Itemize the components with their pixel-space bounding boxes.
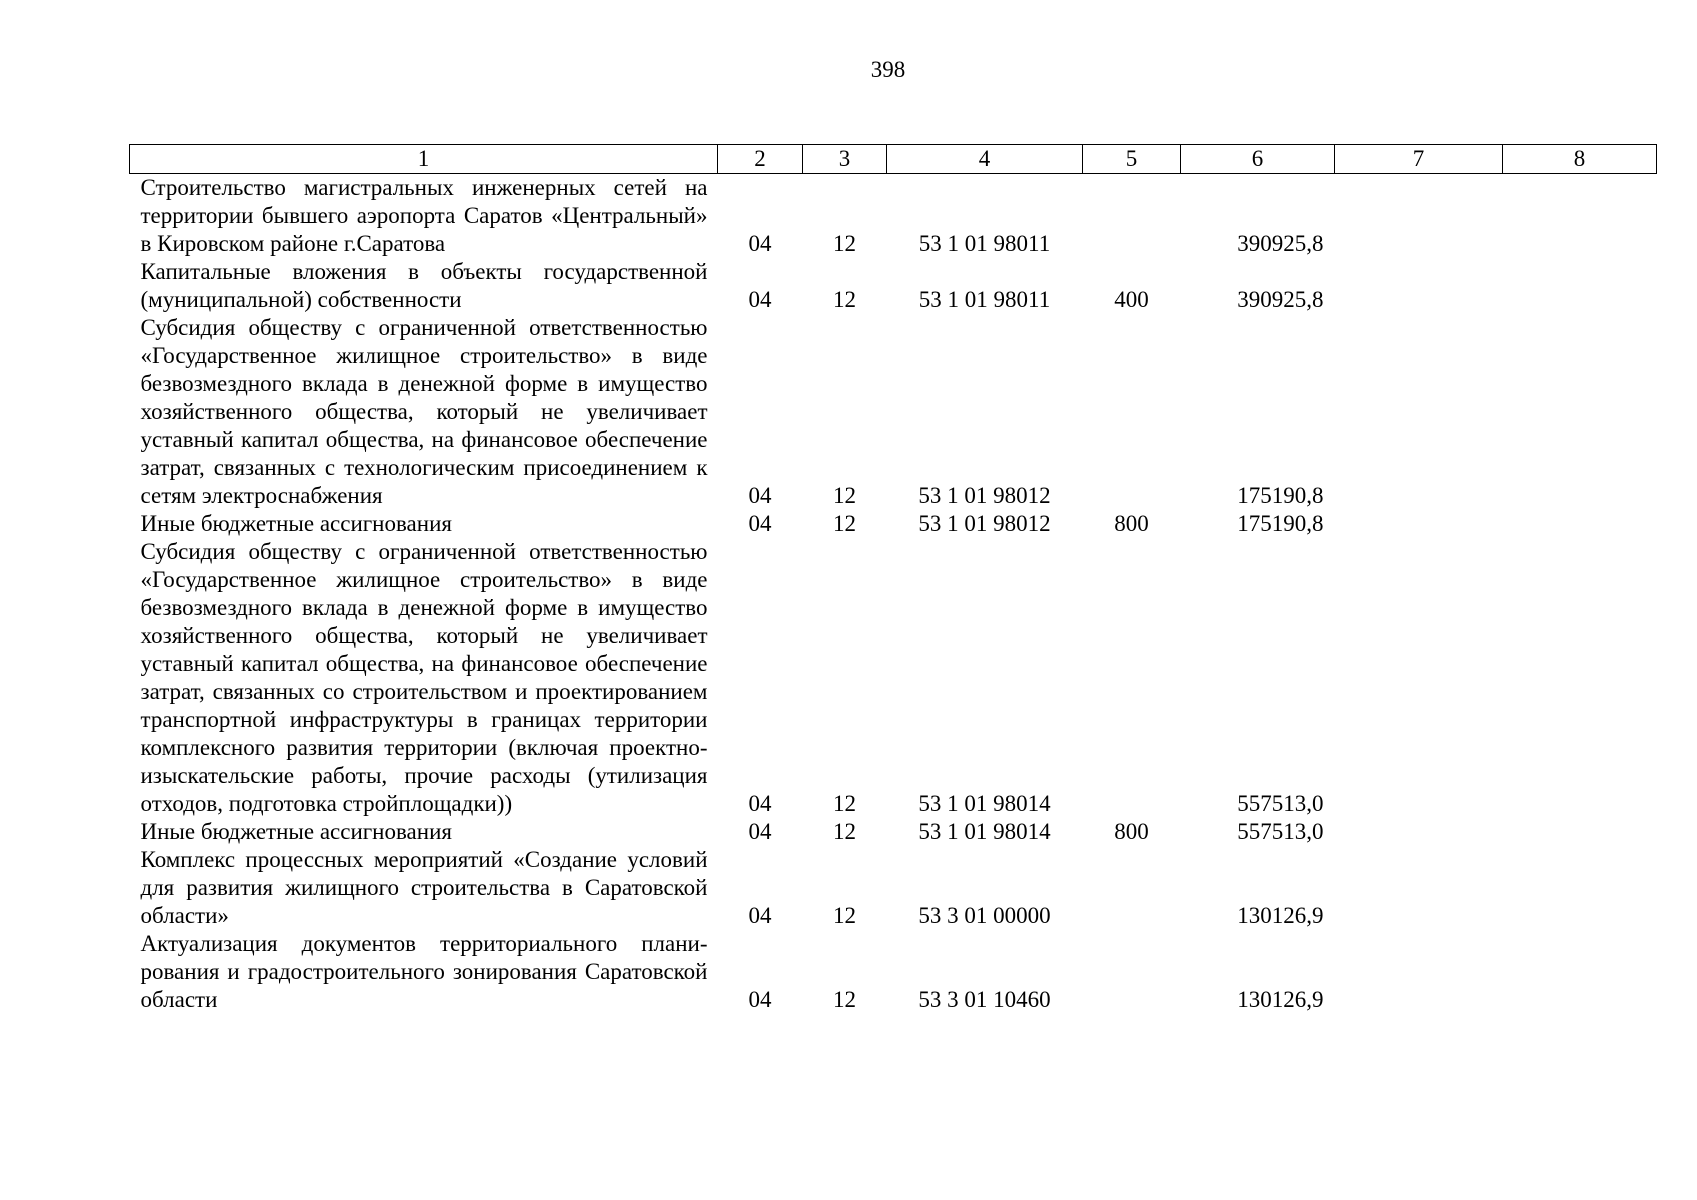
table-row (130, 314, 1657, 510)
row-col-7 (1335, 510, 1503, 538)
budget-table (129, 144, 1657, 1014)
header-col-7: 7 (1335, 145, 1503, 174)
row-col-7 (1335, 314, 1503, 510)
header-col-5: 5 (1083, 145, 1181, 174)
header-col-1: 1 (130, 145, 718, 174)
header-col-8: 8 (1503, 145, 1657, 174)
header-col-6: 6 (1181, 145, 1335, 174)
row-col-7 (1335, 846, 1503, 930)
row-section: 04 (748, 231, 772, 256)
row-expense-type: 800 (1114, 819, 1149, 844)
table-row (130, 818, 1657, 846)
header-col-4: 4 (887, 145, 1083, 174)
table-row (130, 846, 1657, 930)
table-header (130, 145, 1657, 174)
row-section: 04 (748, 483, 772, 508)
row-name: Капитальные вложения в объекты государственной (муниципальной) собственности (140, 259, 708, 312)
row-section: 04 (748, 287, 772, 312)
row-target-code: 53 1 01 98012 (918, 511, 1051, 536)
row-amount: 390925,8 (1237, 231, 1324, 256)
row-expense-type (1083, 174, 1181, 259)
row-col-7 (1335, 818, 1503, 846)
row-col-8 (1503, 538, 1657, 818)
row-target-code: 53 1 01 98011 (918, 287, 1051, 312)
row-target-code: 53 1 01 98014 (918, 791, 1051, 816)
table-row (130, 174, 1657, 259)
row-amount: 175190,8 (1237, 483, 1324, 508)
row-section: 04 (748, 987, 772, 1012)
row-name: Субсидия обществу с ограниченной ответственностью «Государственное жилищное строительство» в виде безвозмездного вклада в денежной форме в имущество хозяйственного общества, который не увеличивает уставный капитал общества, на финансовое обеспечение затрат, связанных с технологическим присоединением к сетям электроснабжения (140, 315, 708, 508)
row-name: Комплекс процессных мероприятий «Создание условий для развития жилищного строительства в Саратовской области» (140, 847, 708, 928)
table-row (130, 510, 1657, 538)
row-target-code: 53 3 01 00000 (918, 903, 1051, 928)
row-section: 04 (748, 511, 772, 536)
row-subsection: 12 (833, 483, 856, 508)
row-target-code: 53 1 01 98011 (918, 231, 1051, 256)
header-row (130, 145, 1657, 174)
table-row (130, 538, 1657, 818)
table-row (130, 930, 1657, 1014)
row-amount: 130126,9 (1237, 903, 1324, 928)
row-target-code: 53 1 01 98012 (918, 483, 1051, 508)
row-expense-type (1083, 314, 1181, 510)
row-section: 04 (748, 903, 772, 928)
row-col-7 (1335, 258, 1503, 314)
row-col-7 (1335, 538, 1503, 818)
row-amount: 557513,0 (1237, 819, 1324, 844)
row-name: Иные бюджетные ассигнования (140, 511, 452, 536)
row-col-7 (1335, 930, 1503, 1014)
row-amount: 130126,9 (1237, 987, 1324, 1012)
row-subsection: 12 (833, 819, 856, 844)
row-amount: 390925,8 (1237, 287, 1324, 312)
header-col-3: 3 (803, 145, 887, 174)
row-target-code: 53 1 01 98014 (918, 819, 1051, 844)
row-subsection: 12 (833, 987, 856, 1012)
row-expense-type (1083, 930, 1181, 1014)
row-subsection: 12 (833, 791, 856, 816)
table-row (130, 258, 1657, 314)
row-subsection: 12 (833, 287, 856, 312)
row-section: 04 (748, 791, 772, 816)
page-number: 398 (870, 57, 906, 82)
row-expense-type (1083, 846, 1181, 930)
header-col-2: 2 (718, 145, 803, 174)
row-subsection: 12 (833, 903, 856, 928)
row-col-8 (1503, 314, 1657, 510)
row-target-code: 53 3 01 10460 (918, 987, 1051, 1012)
row-name: Актуализация документов территориального планирования и градостроительного зонирования Саратовской области (140, 931, 708, 1012)
row-expense-type (1083, 538, 1181, 818)
row-name: Субсидия обществу с ограниченной ответственностью «Государственное жилищное строительство» в виде безвозмездного вклада в денежной форме в имущество хозяйственного общества, который не увеличивает уставный капитал общества, на финансовое обеспечение затрат, связанных со строительством и проектированием транспортной инфраструктуры в границах территории комплексного развития территории (включая проектно-изыскательские работы, прочие расходы (утилизация отходов, подготовка стройплощадки)) (140, 539, 708, 816)
row-expense-type: 800 (1114, 511, 1149, 536)
row-col-8 (1503, 258, 1657, 314)
row-name: Иные бюджетные ассигнования (140, 819, 452, 844)
row-col-8 (1503, 846, 1657, 930)
row-col-8 (1503, 510, 1657, 538)
row-name: Строительство магистральных инженерных сетей на территории бывшего аэропорта Саратов «Центральный» в Кировском районе г.Саратова (140, 175, 708, 256)
row-amount: 557513,0 (1237, 791, 1324, 816)
row-col-8 (1503, 818, 1657, 846)
row-amount: 175190,8 (1237, 511, 1324, 536)
row-col-8 (1503, 930, 1657, 1014)
table-body (130, 174, 1657, 1015)
row-col-7 (1335, 174, 1503, 259)
row-subsection: 12 (833, 231, 856, 256)
row-section: 04 (748, 819, 772, 844)
row-col-8 (1503, 174, 1657, 259)
row-subsection: 12 (833, 511, 856, 536)
row-expense-type: 400 (1114, 287, 1149, 312)
